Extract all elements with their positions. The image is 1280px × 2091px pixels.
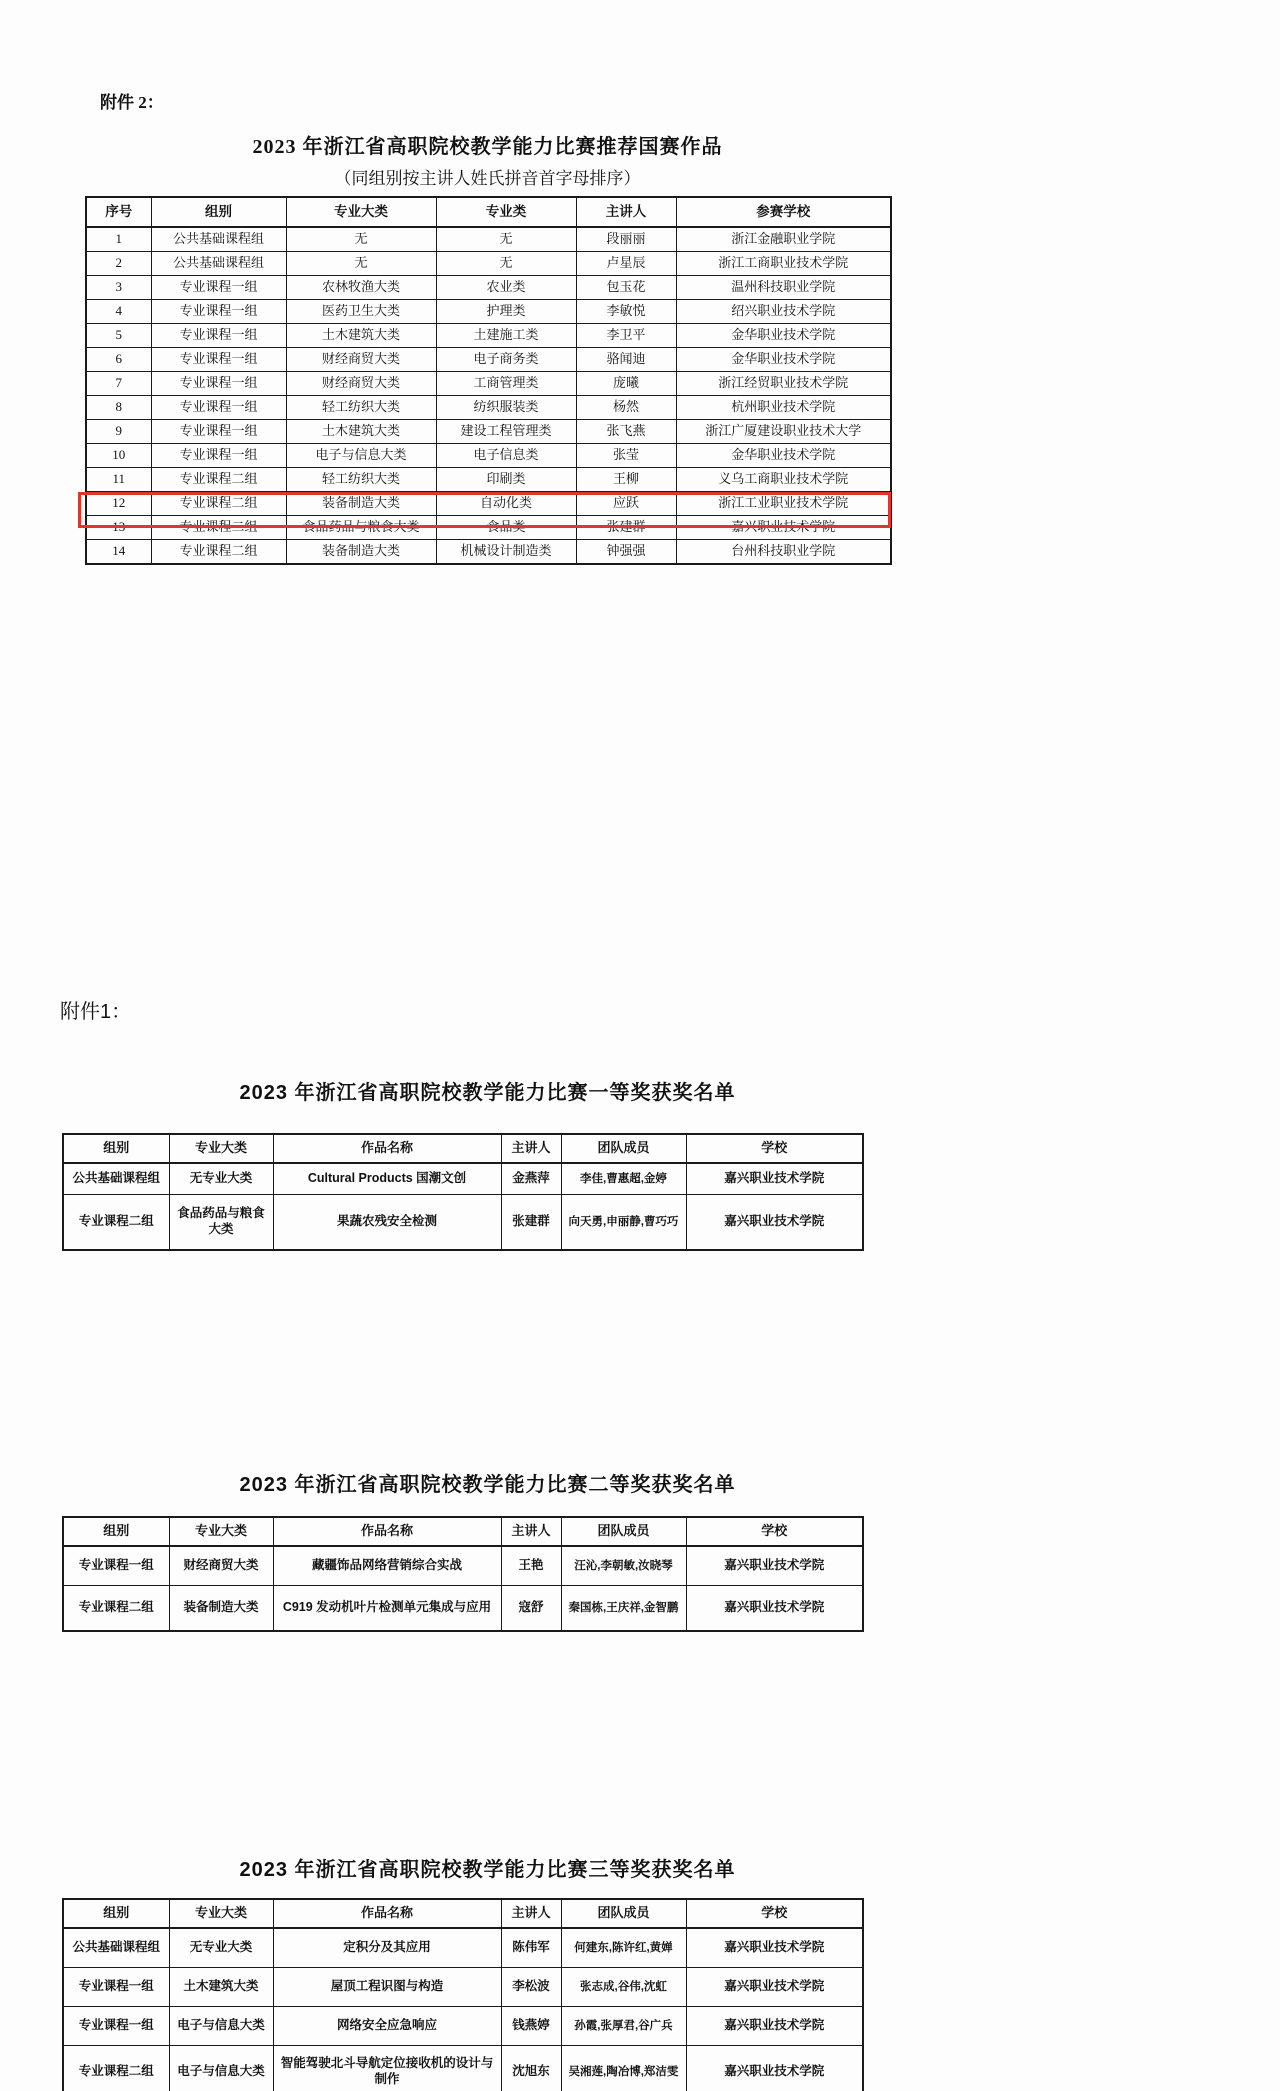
table-cell: 建设工程管理类 xyxy=(436,420,576,444)
table-cell: 陈伟军 xyxy=(501,1928,561,1968)
table-cell: 土木建筑大类 xyxy=(169,1968,273,2007)
table-cell: 无 xyxy=(436,252,576,276)
table-cell: 无 xyxy=(286,252,436,276)
table-cell: 屋顶工程识图与构造 xyxy=(273,1968,501,2007)
table-header-row xyxy=(63,1517,863,1546)
table-cell: 财经商贸大类 xyxy=(286,372,436,396)
national-table-subtitle: （同组别按主讲人姓氏拼音首字母排序） xyxy=(334,169,641,188)
table-cell: 嘉兴职业技术学院 xyxy=(686,1195,863,1251)
table-cell: 专业课程一组 xyxy=(151,420,286,444)
table-row xyxy=(63,2007,863,2046)
table-cell: 无专业大类 xyxy=(169,1163,273,1195)
table-cell: 13 xyxy=(86,516,151,540)
table-cell: 4 xyxy=(86,300,151,324)
table-cell: 浙江工业职业技术学院 xyxy=(676,492,891,516)
attachment2-label: 附件 2： xyxy=(100,93,164,112)
header-cell: 主讲人 xyxy=(576,197,676,227)
table-cell: 轻工纺织大类 xyxy=(286,468,436,492)
table-cell: 李松波 xyxy=(501,1968,561,2007)
table-cell: 农业类 xyxy=(436,276,576,300)
table-cell: 专业课程一组 xyxy=(151,372,286,396)
table-cell: 电子与信息大类 xyxy=(286,444,436,468)
table-cell: 专业课程一组 xyxy=(151,300,286,324)
header-cell: 组别 xyxy=(151,197,286,227)
table-cell: 李卫平 xyxy=(576,324,676,348)
table-cell: 嘉兴职业技术学院 xyxy=(676,516,891,540)
header-cell: 作品名称 xyxy=(273,1517,501,1546)
table-cell: 李佳,曹惠超,金婷 xyxy=(561,1163,686,1195)
header-cell: 团队成员 xyxy=(561,1517,686,1546)
table-cell: 7 xyxy=(86,372,151,396)
table-cell: 财经商贸大类 xyxy=(169,1546,273,1586)
table-row xyxy=(63,2046,863,2091)
table-cell: 张建群 xyxy=(576,516,676,540)
second-prize-table xyxy=(62,1516,864,1632)
table-cell: 10 xyxy=(86,444,151,468)
table-cell: 专业课程一组 xyxy=(63,1546,169,1586)
header-cell: 专业大类 xyxy=(169,1134,273,1163)
table-cell: 公共基础课程组 xyxy=(63,1163,169,1195)
table-cell: 5 xyxy=(86,324,151,348)
table-row xyxy=(86,324,891,348)
national-table-title: 2023 年浙江省高职院校教学能力比赛推荐国赛作品 xyxy=(252,136,723,158)
table-cell: 向天勇,申丽静,曹巧巧 xyxy=(561,1195,686,1251)
table-cell: 卢星辰 xyxy=(576,252,676,276)
table-cell: 专业课程二组 xyxy=(63,2046,169,2091)
table-cell: 专业课程二组 xyxy=(151,492,286,516)
table-cell: 土木建筑大类 xyxy=(286,324,436,348)
table-header-row xyxy=(63,1899,863,1928)
table-cell: 王柳 xyxy=(576,468,676,492)
table-cell: 应跃 xyxy=(576,492,676,516)
table-row-highlighted xyxy=(86,516,891,540)
table-cell: 无专业大类 xyxy=(169,1928,273,1968)
table-cell: 无 xyxy=(286,227,436,252)
table-cell: 金华职业技术学院 xyxy=(676,348,891,372)
table-cell: 食品类 xyxy=(436,516,576,540)
table-cell: 骆闻迪 xyxy=(576,348,676,372)
table-cell: 财经商贸大类 xyxy=(286,348,436,372)
table-cell: 庞曦 xyxy=(576,372,676,396)
table-cell: 电子与信息大类 xyxy=(169,2007,273,2046)
header-cell: 组别 xyxy=(63,1517,169,1546)
third-prize-table xyxy=(62,1898,864,2091)
table-cell: 寇舒 xyxy=(501,1586,561,1632)
table-row xyxy=(86,444,891,468)
table-cell: 机械设计制造类 xyxy=(436,540,576,565)
table-cell: 张建群 xyxy=(501,1195,561,1251)
table-cell: 义乌工商职业技术学院 xyxy=(676,468,891,492)
header-cell: 专业类 xyxy=(436,197,576,227)
table-cell: 8 xyxy=(86,396,151,420)
table-cell: 浙江工商职业技术学院 xyxy=(676,252,891,276)
table-row xyxy=(86,468,891,492)
table-cell: 专业课程二组 xyxy=(63,1586,169,1632)
table-cell: 嘉兴职业技术学院 xyxy=(686,1163,863,1195)
table-cell: 专业课程二组 xyxy=(151,516,286,540)
table-cell: 专业课程一组 xyxy=(151,324,286,348)
table-row xyxy=(63,1968,863,2007)
table-cell: 专业课程二组 xyxy=(63,1195,169,1251)
table-cell: 3 xyxy=(86,276,151,300)
table-cell: 藏疆饰品网络营销综合实战 xyxy=(273,1546,501,1586)
table-cell: 自动化类 xyxy=(436,492,576,516)
header-cell: 主讲人 xyxy=(501,1134,561,1163)
table-cell: 食品药品与粮食大类 xyxy=(169,1195,273,1251)
table-cell: 金华职业技术学院 xyxy=(676,444,891,468)
table-cell: 9 xyxy=(86,420,151,444)
table-cell: 网络安全应急响应 xyxy=(273,2007,501,2046)
table-cell: 智能驾驶北斗导航定位接收机的设计与制作 xyxy=(273,2046,501,2091)
table-cell: 嘉兴职业技术学院 xyxy=(686,1928,863,1968)
table-row xyxy=(86,300,891,324)
table-header-row xyxy=(63,1134,863,1163)
header-cell: 团队成员 xyxy=(561,1899,686,1928)
table-cell: 绍兴职业技术学院 xyxy=(676,300,891,324)
table-row xyxy=(86,372,891,396)
table-cell: 电子与信息大类 xyxy=(169,2046,273,2091)
table-row xyxy=(63,1546,863,1586)
header-cell: 学校 xyxy=(686,1517,863,1546)
header-cell: 组别 xyxy=(63,1899,169,1928)
table-cell: 秦国栋,王庆祥,金智鹏 xyxy=(561,1586,686,1632)
table-cell: 专业课程一组 xyxy=(151,276,286,300)
table-cell: 浙江经贸职业技术学院 xyxy=(676,372,891,396)
table-cell: C919 发动机叶片检测单元集成与应用 xyxy=(273,1586,501,1632)
table-cell: 浙江广厦建设职业技术大学 xyxy=(676,420,891,444)
table-cell: 12 xyxy=(86,492,151,516)
table-cell: 汪沁,李朝敏,汝晓琴 xyxy=(561,1546,686,1586)
header-cell: 学校 xyxy=(686,1899,863,1928)
table-cell: 温州科技职业学院 xyxy=(676,276,891,300)
table-cell: 印刷类 xyxy=(436,468,576,492)
table-cell: 孙霞,张厚君,谷广兵 xyxy=(561,2007,686,2046)
table-cell: 段丽丽 xyxy=(576,227,676,252)
header-cell: 作品名称 xyxy=(273,1134,501,1163)
table-cell: 公共基础课程组 xyxy=(63,1928,169,1968)
table-cell: 专业课程一组 xyxy=(63,1968,169,2007)
table-cell: 装备制造大类 xyxy=(286,540,436,565)
table-cell: 沈旭东 xyxy=(501,2046,561,2091)
header-cell: 学校 xyxy=(686,1134,863,1163)
table-row xyxy=(86,492,891,516)
table-cell: 张飞燕 xyxy=(576,420,676,444)
header-cell: 作品名称 xyxy=(273,1899,501,1928)
header-cell: 团队成员 xyxy=(561,1134,686,1163)
table-cell: 嘉兴职业技术学院 xyxy=(686,2046,863,2091)
table-cell: 1 xyxy=(86,227,151,252)
table-cell: 钟强强 xyxy=(576,540,676,565)
table-cell: 浙江金融职业学院 xyxy=(676,227,891,252)
table-cell: 嘉兴职业技术学院 xyxy=(686,1546,863,1586)
header-cell: 组别 xyxy=(63,1134,169,1163)
table-cell: 专业课程一组 xyxy=(151,396,286,420)
table-cell: 电子信息类 xyxy=(436,444,576,468)
header-cell: 序号 xyxy=(86,197,151,227)
table-cell: 金华职业技术学院 xyxy=(676,324,891,348)
table-cell: 嘉兴职业技术学院 xyxy=(686,2007,863,2046)
table-cell: 杨然 xyxy=(576,396,676,420)
table-cell: 吴湘莲,陶冶博,郑洁雯 xyxy=(561,2046,686,2091)
table-header-row xyxy=(86,197,891,227)
table-row xyxy=(86,227,891,252)
table-cell: 包玉花 xyxy=(576,276,676,300)
table-row xyxy=(86,540,891,565)
table-cell: 土建施工类 xyxy=(436,324,576,348)
table-cell: 台州科技职业学院 xyxy=(676,540,891,565)
table-cell: 何建东,陈许红,黄婵 xyxy=(561,1928,686,1968)
table-row xyxy=(86,396,891,420)
header-cell: 专业大类 xyxy=(286,197,436,227)
table-cell: 嘉兴职业技术学院 xyxy=(686,1968,863,2007)
table-cell: 11 xyxy=(86,468,151,492)
table-cell: 无 xyxy=(436,227,576,252)
third-prize-title: 2023 年浙江省高职院校教学能力比赛三等奖获奖名单 xyxy=(239,1859,736,1881)
table-cell: 李敏悦 xyxy=(576,300,676,324)
table-cell: 王艳 xyxy=(501,1546,561,1586)
table-cell: 专业课程一组 xyxy=(151,444,286,468)
table-cell: 14 xyxy=(86,540,151,565)
table-row xyxy=(86,276,891,300)
table-cell: 农林牧渔大类 xyxy=(286,276,436,300)
second-prize-title: 2023 年浙江省高职院校教学能力比赛二等奖获奖名单 xyxy=(239,1474,736,1496)
table-cell: 护理类 xyxy=(436,300,576,324)
header-cell: 主讲人 xyxy=(501,1517,561,1546)
table-cell: 食品药品与粮食大类 xyxy=(286,516,436,540)
table-cell: 工商管理类 xyxy=(436,372,576,396)
table-cell: 装备制造大类 xyxy=(286,492,436,516)
table-cell: 公共基础课程组 xyxy=(151,252,286,276)
table-cell: 果蔬农残安全检测 xyxy=(273,1195,501,1251)
table-cell: 钱燕婷 xyxy=(501,2007,561,2046)
table-cell: 医药卫生大类 xyxy=(286,300,436,324)
table-row xyxy=(63,1195,863,1251)
table-row xyxy=(63,1928,863,1968)
table-cell: 专业课程一组 xyxy=(63,2007,169,2046)
table-cell: 2 xyxy=(86,252,151,276)
table-cell: 杭州职业技术学院 xyxy=(676,396,891,420)
table-cell: 轻工纺织大类 xyxy=(286,396,436,420)
header-cell: 参赛学校 xyxy=(676,197,891,227)
table-row xyxy=(86,420,891,444)
table-cell: 装备制造大类 xyxy=(169,1586,273,1632)
attachment1-label: 附件1： xyxy=(60,1001,132,1023)
table-row xyxy=(86,348,891,372)
table-cell: 土木建筑大类 xyxy=(286,420,436,444)
table-row xyxy=(63,1163,863,1195)
national-recommendation-table xyxy=(85,196,892,565)
table-cell: 专业课程一组 xyxy=(151,348,286,372)
table-cell: 专业课程二组 xyxy=(151,468,286,492)
table-cell: 定积分及其应用 xyxy=(273,1928,501,1968)
table-cell: 嘉兴职业技术学院 xyxy=(686,1586,863,1632)
table-cell: 6 xyxy=(86,348,151,372)
table-cell: 金燕萍 xyxy=(501,1163,561,1195)
table-cell: 张志成,谷伟,沈虹 xyxy=(561,1968,686,2007)
header-cell: 主讲人 xyxy=(501,1899,561,1928)
table-cell: 电子商务类 xyxy=(436,348,576,372)
table-cell: 纺织服装类 xyxy=(436,396,576,420)
first-prize-table xyxy=(62,1133,864,1251)
header-cell: 专业大类 xyxy=(169,1517,273,1546)
table-cell: Cultural Products 国潮文创 xyxy=(273,1163,501,1195)
table-cell: 专业课程二组 xyxy=(151,540,286,565)
table-cell: 公共基础课程组 xyxy=(151,227,286,252)
table-row xyxy=(86,252,891,276)
header-cell: 专业大类 xyxy=(169,1899,273,1928)
first-prize-title: 2023 年浙江省高职院校教学能力比赛一等奖获奖名单 xyxy=(239,1082,736,1104)
table-cell: 张莹 xyxy=(576,444,676,468)
table-row xyxy=(63,1586,863,1632)
